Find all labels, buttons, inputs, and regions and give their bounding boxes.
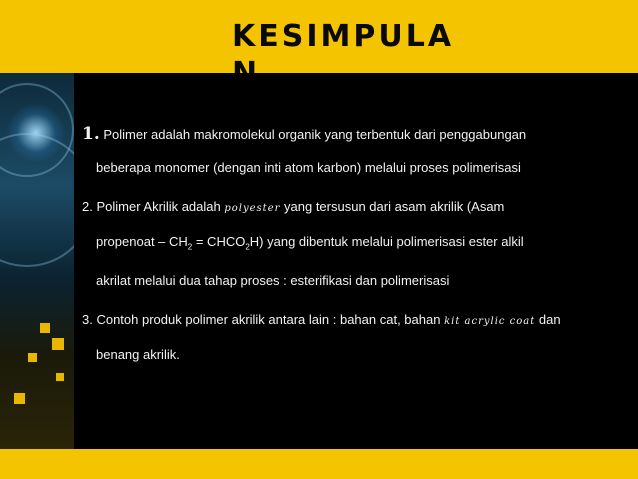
block-shape	[28, 353, 37, 362]
item-text: benang akrilik.	[96, 346, 180, 362]
formula-text: H) yang dibentuk melalui polimerisasi ester alkil	[249, 234, 524, 249]
item-number: 1.	[82, 124, 100, 144]
item-text: Polimer Akrilik adalah	[96, 199, 225, 214]
list-item	[82, 190, 630, 297]
formula-subscript: 2	[187, 242, 193, 252]
item-text: akrilat melalui dua tahap proses : esterifikasi dan polimerisasi	[96, 272, 450, 288]
list-item	[82, 118, 630, 184]
block-shape	[56, 373, 64, 381]
decorative-image	[0, 73, 74, 449]
item-text: beberapa monomer (dengan inti atom karbon) melalui proses polimerisasi	[96, 160, 521, 175]
formula-text: propenoat – CH	[96, 234, 188, 249]
formula-subscript: 2	[245, 242, 250, 252]
formula-text: = CHCO	[192, 234, 246, 249]
block-shape	[14, 393, 25, 404]
block-shape	[52, 338, 64, 350]
slide-title: KESIMPULA	[232, 19, 455, 54]
item-text: dan	[535, 311, 561, 327]
item-text: yang tersusun dari asam akrilik (Asam	[280, 199, 505, 214]
footer-band	[0, 449, 638, 479]
item-text: Polimer adalah makromolekul organik yang terbentuk dari penggabungan	[103, 127, 527, 142]
block-shape	[40, 323, 50, 333]
term-text: kit acrylic coat	[444, 315, 536, 327]
list-item	[82, 303, 630, 371]
term-text: polyester	[224, 203, 281, 214]
item-number: 2.	[82, 199, 93, 214]
conclusion-list	[82, 118, 630, 371]
item-text: 3. Contoh produk polimer akrilik antara lain : bahan cat, bahan	[82, 311, 445, 327]
